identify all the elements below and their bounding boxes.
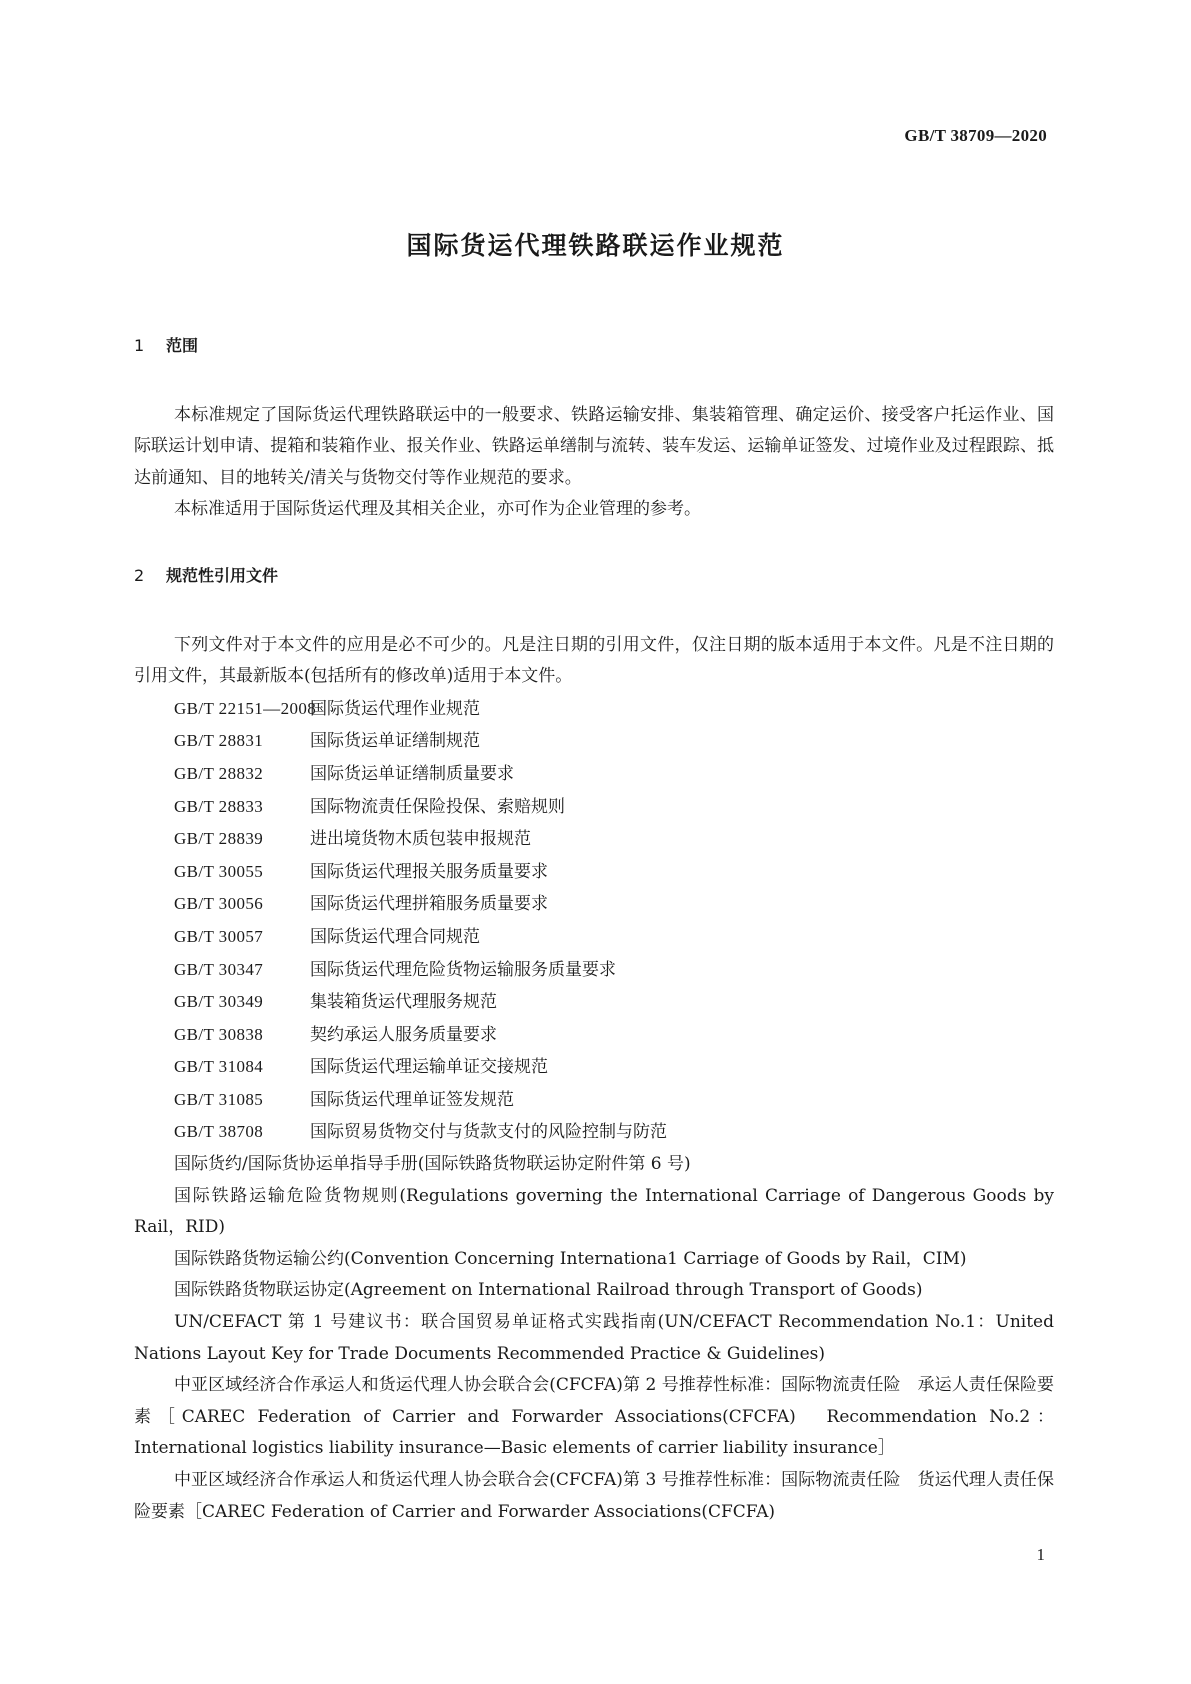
reference-code: GB/T 31085 — [174, 1089, 264, 1109]
reference-code: GB/T 30055 — [174, 861, 264, 881]
reference-code: GB/T 30057 — [174, 926, 264, 946]
reference-name: 国际货运单证缮制规范 — [310, 731, 480, 752]
reference-item — [134, 1051, 1054, 1084]
section-2-number: 2 — [134, 565, 145, 585]
reference-item — [134, 888, 1054, 921]
reference-name: 契约承运人服务质量要求 — [310, 1024, 497, 1045]
scope-paragraph-2: 本标准适用于国际货运代理及其相关企业，亦可作为企业管理的参考。 — [174, 499, 701, 520]
reference-code: GB/T 30838 — [174, 1024, 264, 1044]
reference-item — [134, 725, 1054, 758]
reference-name: 进出境货物木质包装申报规范 — [310, 829, 531, 850]
reference-code: GB/T 28831 — [174, 731, 264, 751]
reference-name: 国际货运代理运输单证交接规范 — [310, 1057, 548, 1078]
reference-item — [134, 823, 1054, 856]
reference-list — [134, 693, 1054, 1149]
reference-code: GB/T 28833 — [174, 796, 264, 816]
reference-code: GB/T 38708 — [174, 1122, 264, 1142]
other-reference: UN/CEFACT 第 1 号建议书：联合国贸易单证格式实践指南(UN/CEFACT Recommendation No.1：United Nations Layout Key for Trade Documents Recommended Practice & Guidelines) — [134, 1312, 1054, 1364]
reference-code: GB/T 30347 — [174, 959, 264, 979]
reference-name: 国际贸易货物交付与货款支付的风险控制与防范 — [310, 1122, 667, 1143]
reference-item — [134, 1019, 1054, 1052]
reference-item — [134, 758, 1054, 791]
scope-paragraph-1: 本标准规定了国际货运代理铁路联运中的一般要求、铁路运输安排、集装箱管理、确定运价、接受客户托运作业、国际联运计划申请、提箱和装箱作业、报关作业、铁路运单缮制与流转、装车发运、运输单证签发、过境作业及过程跟踪、抵达前通知、目的地转关/清关与货物交付等作业规范的要求。 — [134, 404, 1054, 488]
reference-name: 国际货运代理单证签发规范 — [310, 1089, 514, 1110]
document-body — [134, 330, 1054, 1528]
reference-name: 国际货运单证缮制质量要求 — [310, 763, 514, 784]
section-1-heading — [134, 330, 1054, 362]
reference-code: GB/T 30056 — [174, 894, 264, 914]
section-2-title: 规范性引用文件 — [166, 565, 279, 585]
other-reference: 国际铁路运输危险货物规则(Regulations governing the International Carriage of Dangerous Goods by Rail，RID) — [134, 1185, 1054, 1238]
section-1-title: 范围 — [166, 336, 199, 355]
reference-item — [134, 1084, 1054, 1117]
reference-name: 国际货运代理拼箱服务质量要求 — [310, 894, 548, 915]
reference-code: GB/T 30349 — [174, 992, 264, 1012]
reference-code: GB/T 28839 — [174, 829, 264, 849]
reference-item — [134, 954, 1054, 987]
reference-name: 国际货运代理作业规范 — [310, 698, 480, 719]
reference-code: GB/T 31084 — [174, 1057, 264, 1077]
reference-item — [134, 921, 1054, 954]
reference-code: GB/T 28832 — [174, 763, 264, 783]
other-reference: 中亚区域经济合作承运人和货运代理人协会联合会(CFCFA)第 2 号推荐性标准：国际物流责任险 承运人责任保险要素［CAREC Federation of Carrier and Forwarder Associations(CFCFA) Recommendation No.2：International logistics liability insurance—Basic elements of carrier liability insurance］ — [134, 1375, 1054, 1459]
other-reference: 国际铁路货物联运协定(Agreement on International Railroad through Transport of Goods) — [174, 1280, 923, 1301]
standard-code: GB/T 38709—2020 — [904, 126, 1047, 145]
reference-item — [134, 693, 1054, 726]
section-1-number: 1 — [134, 336, 145, 355]
reference-item — [134, 1116, 1054, 1149]
reference-name: 国际货运代理危险货物运输服务质量要求 — [310, 959, 616, 980]
reference-name: 国际物流责任保险投保、索赔规则 — [310, 796, 565, 817]
reference-name: 集装箱货运代理服务规范 — [310, 992, 497, 1013]
reference-item — [134, 986, 1054, 1019]
other-reference: 中亚区域经济合作承运人和货运代理人协会联合会(CFCFA)第 3 号推荐性标准：国际物流责任险 货运代理人责任保险要素［CAREC Federation of Carrier and Forwarder Associations(CFCFA) — [134, 1470, 1054, 1522]
reference-item — [134, 791, 1054, 824]
page-number: 1 — [1036, 1545, 1045, 1564]
reference-code: GB/T 22151—2008 — [174, 698, 317, 718]
other-reference: 国际铁路货物运输公约(Convention Concerning Internationa1 Carriage of Goods by Rail，CIM) — [174, 1248, 967, 1269]
section-2-heading — [134, 560, 1054, 592]
reference-name: 国际货运代理合同规范 — [310, 926, 480, 947]
reference-name: 国际货运代理报关服务质量要求 — [310, 861, 548, 882]
references-intro: 下列文件对于本文件的应用是必不可少的。凡是注日期的引用文件，仅注日期的版本适用于本文件。凡是不注日期的引用文件，其最新版本(包括所有的修改单)适用于本文件。 — [134, 634, 1054, 687]
reference-item — [134, 856, 1054, 889]
document-title: 国际货运代理铁路联运作业规范 — [406, 231, 785, 260]
other-reference: 国际货约/国际货协运单指导手册(国际铁路货物联运协定附件第 6 号) — [174, 1154, 691, 1175]
